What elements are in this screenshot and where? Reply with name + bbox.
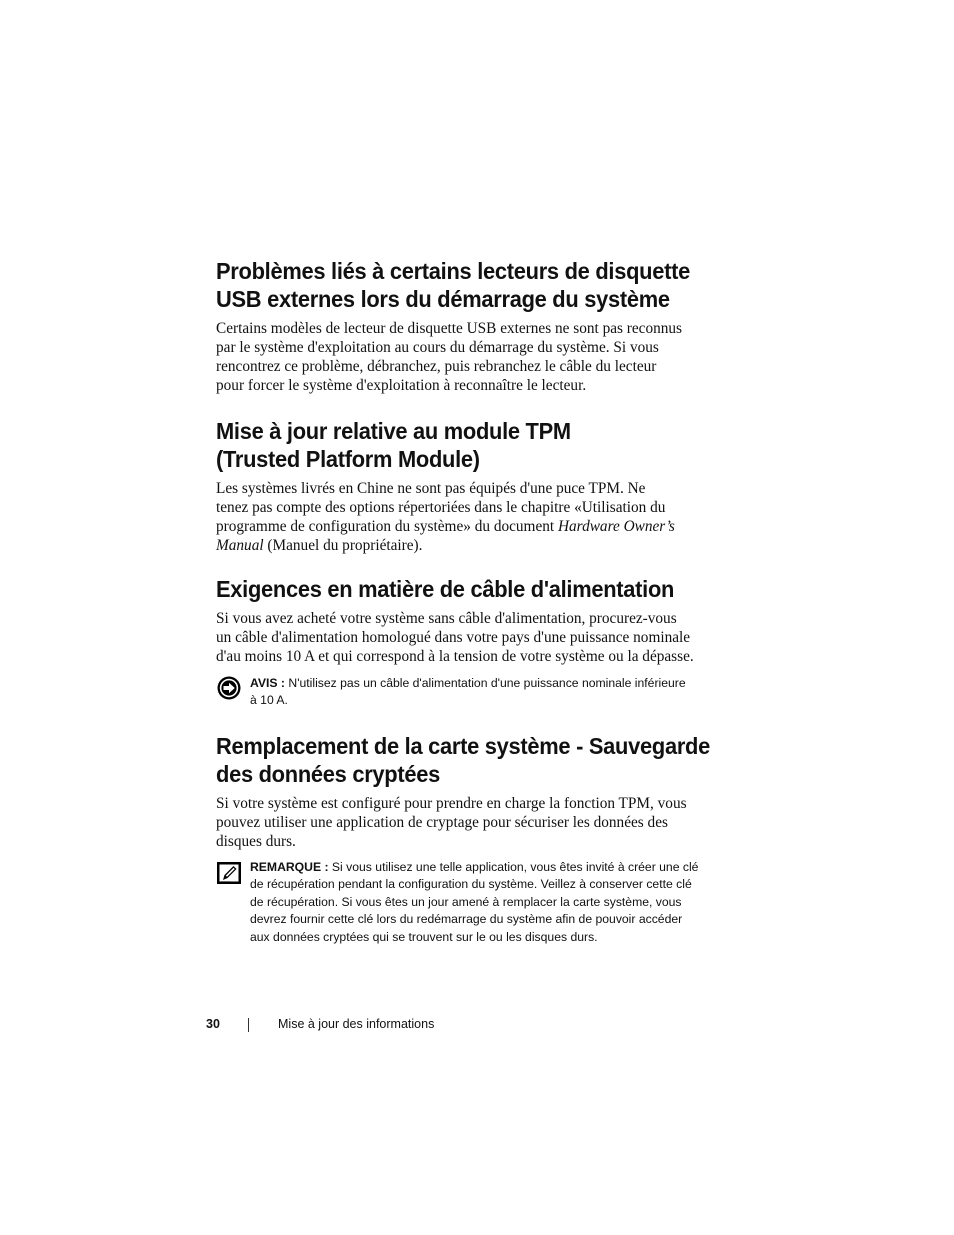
notice-text: AVIS : N'utilisez pas un câble d'alimentation d'une puissance nominale inférieure à 10 A. (250, 676, 686, 708)
footer-title: Mise à jour des informations (278, 1017, 435, 1031)
notice-block (216, 675, 721, 710)
paragraph-usb-floppy: Certains modèles de lecteur de disquette USB externes ne sont pas reconnus par le système d'exploitation au cours du démarrage du système. Si vous rencontrez ce problème, débranchez, puis rebranchez le câble du lecteur pour forcer le système d'exploitation à reconnaître le lecteur. (216, 320, 683, 394)
notice-arrow-icon (216, 675, 242, 701)
note-text: REMARQUE : Si vous utilisez une telle application, vous êtes invité à créer une clé de récupération pendant la configuration du système. Veillez à conserver cette clé de récupération. Si vous êtes un jour amené à remplacer la carte système, vous devrez fournir cette clé lors du redémarrage du système afin de pouvoir accéder aux données cryptées qui se trouvent sur le ou les disques durs. (250, 860, 699, 944)
note-label: REMARQUE : (250, 860, 329, 874)
notice-label: AVIS : (250, 676, 285, 690)
section-power-cable (216, 575, 721, 666)
paragraph-motherboard-replacement: Si votre système est configuré pour prendre en charge la fonction TPM, vous pouvez utiliser une application de cryptage pour sécuriser les données des disques durs. (216, 795, 687, 850)
note-pencil-icon (216, 861, 242, 887)
section-tpm (216, 417, 721, 555)
page-number: 30 (206, 1017, 220, 1031)
section-motherboard-replacement (216, 732, 721, 851)
footer-separator (248, 1018, 249, 1032)
heading-usb-floppy: Problèmes liés à certains lecteurs de disquette USB externes lors du démarrage du système (216, 258, 690, 312)
heading-motherboard-replacement: Remplacement de la carte système - Sauvegarde des données cryptées (216, 733, 711, 787)
paragraph-tpm: Les systèmes livrés en Chine ne sont pas équipés d'une puce TPM. Ne tenez pas compte des options répertoriées dans le chapitre «Utilisation du programme de configuration du système» du document Hardware Owner’s Manual (Manuel du propriétaire). (216, 480, 675, 554)
note-block (216, 859, 721, 946)
heading-power-cable: Exigences en matière de câble d'alimentation (216, 576, 675, 602)
heading-tpm: Mise à jour relative au module TPM (Trusted Platform Module) (216, 418, 571, 472)
paragraph-power-cable: Si vous avez acheté votre système sans câble d'alimentation, procurez-vous un câble d'alimentation homologué dans votre pays d'une puissance nominale d'au moins 10 A et qui correspond à la tension de votre système ou la dépasse. (216, 610, 694, 665)
section-usb-floppy (216, 257, 721, 395)
manual-title: Hardware Owner’s (557, 518, 675, 535)
